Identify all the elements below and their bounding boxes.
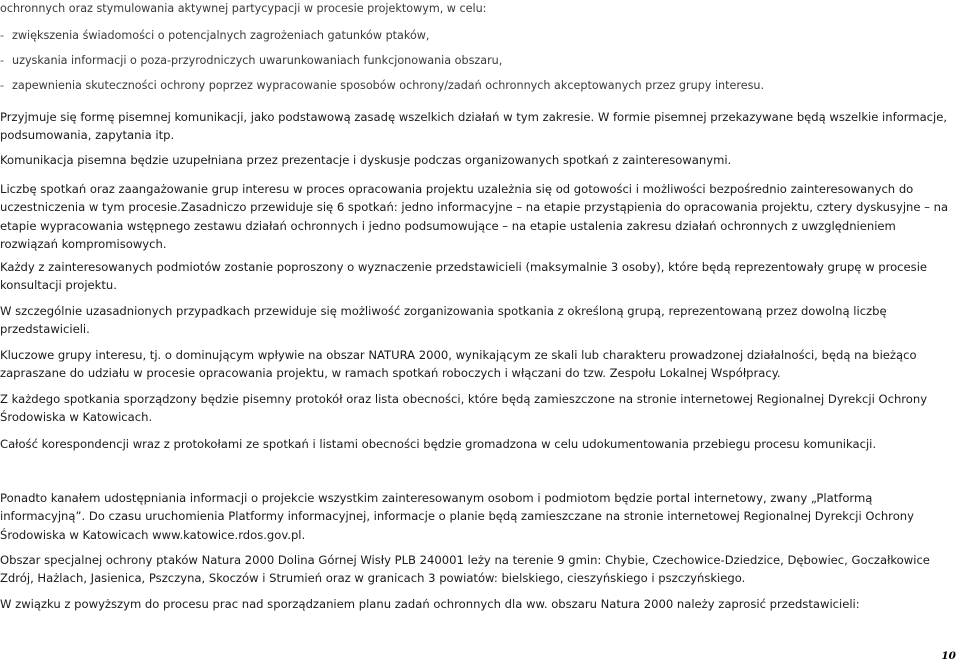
paragraph: Liczbę spotkań oraz zaangażowanie grup interesu w proces opracowania projektu uzależnia się od gotowości i możliwości bezpośrednio zainteresowanych do uczestniczenia w tym procesie.Zasadniczo przewiduje się 6 spotkań: jedno informacyjne – na etapie przystąpienia do opracowania projektu, cztery dyskusyjne – na etapie wypracowania wstępnego zestawu działań ochronnych i jedno podsumowujące – na etapie ustalenia zakresu działań ochronnych z uwzględnieniem rozwiązań kompromisowych. <box>0 182 949 252</box>
paragraph: Kluczowe grupy interesu, tj. o dominującym wpływie na obszar NATURA 2000, wynikającym ze skali lub charakteru prowadzonej działalności, będą na bieżąco zapraszane do udziału w procesie opracowania projektu, w ramach spotkań roboczych i włączani do tzw. Zespołu Lokalnej Współpracy. <box>0 348 917 381</box>
bullet-marker: - <box>0 79 5 92</box>
paragraph: Z każdego spotkania sporządzony będzie pisemny protokół oraz lista obecności, które będą zamieszczone na stronie internetowej Regionalnej Dyrekcji Ochrony Środowiska w Katowicach. <box>0 392 928 425</box>
bullet-item <box>0 52 955 70</box>
bullet-text: uzyskania informacji o poza-przyrodniczych uwarunkowaniach funkcjonowania obszaru, <box>12 54 503 67</box>
bullet-marker: - <box>0 29 5 42</box>
bullet-item <box>0 77 955 95</box>
bullet-marker: - <box>0 54 5 67</box>
paragraph: Obszar specjalnej ochrony ptaków Natura 2000 Dolina Górnej Wisły PLB 240001 leży na terenie 9 gmin: Chybie, Czechowice-Dziedzice, Dębowiec, Goczałkowice Zdrój, Hażlach, Jasienica, Pszczyna, Skoczów i Strumień oraz w granicach 3 powiatów: bielskiego, cieszyńskiego i pszczyńskiego. <box>0 553 930 586</box>
bullet-text: zwiększenia świadomości o potencjalnych zagrożeniach gatunków ptaków, <box>12 29 430 42</box>
paragraph: Przyjmuje się formę pisemnej komunikacji, jako podstawową zasadę wszelkich działań w tym zakresie. W formie pisemnej przekazywane będą wszelkie informacje, podsumowania, zapytania itp. <box>0 110 948 143</box>
bullet-item <box>0 27 955 45</box>
paragraph: W związku z powyższym do procesu prac nad sporządzaniem planu zadań ochronnych dla ww. obszaru Natura 2000 należy zaprosić przedstawicieli: <box>0 597 860 611</box>
paragraph: Całość korespondencji wraz z protokołami ze spotkań i listami obecności będzie gromadzona w celu udokumentowania przebiegu procesu komunikacji. <box>0 437 877 451</box>
paragraph: Komunikacja pisemna będzie uzupełniana przez prezentacje i dyskusje podczas organizowanych spotkań z zainteresowanymi. <box>0 153 732 167</box>
intro-line: ochronnych oraz stymulowania aktywnej partycypacji w procesie projektowym, w celu: <box>0 2 487 15</box>
page-number: 10 <box>941 650 956 662</box>
paragraph: Ponadto kanałem udostępniania informacji o projekcie wszystkim zainteresowanym osobom i podmiotom będzie portal internetowy, zwany „Platformą informacyjną”. Do czasu uruchomienia Platformy informacyjnej, informacje o planie będą zamieszczane na stronie internetowej Regionalnej Dyrekcji Ochrony Środowiska w Katowicach www.katowice.rdos.gov.pl. <box>0 491 914 542</box>
paragraph: W szczególnie uzasadnionych przypadkach przewiduje się możliwość zorganizowania spotkania z określoną grupą, reprezentowaną przez dowolną liczbę przedstawicieli. <box>0 304 887 337</box>
bullet-text: zapewnienia skuteczności ochrony poprzez wypracowanie sposobów ochrony/zadań ochronnych akceptowanych przez grupy interesu. <box>12 79 765 92</box>
paragraph: Każdy z zainteresowanych podmiotów zostanie poproszony o wyznaczenie przedstawicieli (maksymalnie 3 osoby), które będą reprezentowały grupę w procesie konsultacji projektu. <box>0 260 928 293</box>
